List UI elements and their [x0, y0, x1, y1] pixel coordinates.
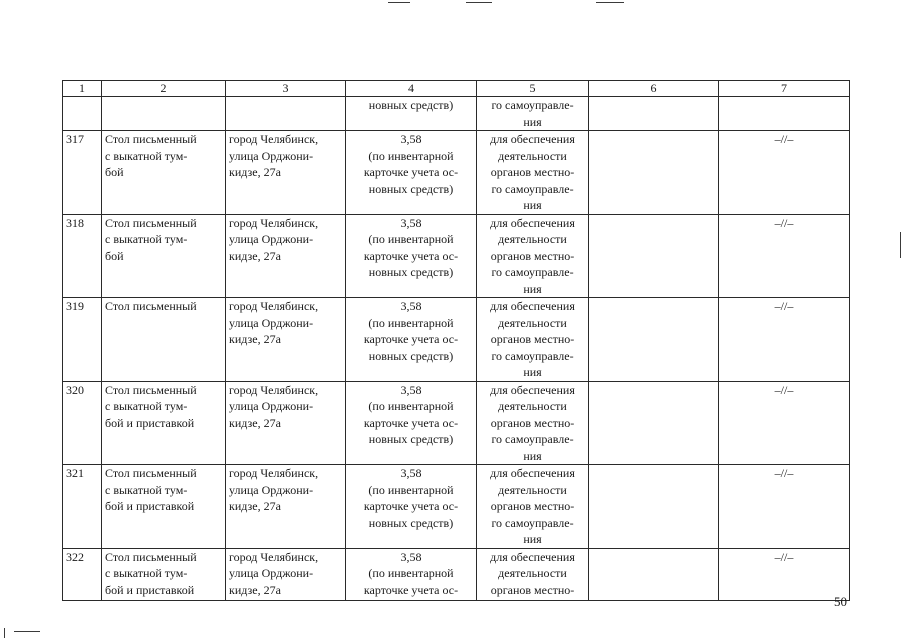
- cell-value: 3,58 (по инвентарной карточке учета ос- новных средств): [346, 465, 477, 549]
- property-registry-table: [62, 80, 850, 601]
- table-row: [63, 131, 850, 215]
- table-row: [63, 381, 850, 465]
- cell-purpose: для обеспечения деятельности органов местно- го самоуправле- ния: [477, 298, 589, 382]
- cell-col7: [719, 97, 850, 131]
- cell-address: город Челябинск, улица Орджони- кидзе, 27а: [226, 131, 346, 215]
- cell-value: 3,58 (по инвентарной карточке учета ос-: [346, 548, 477, 600]
- scan-artifact-bottom: [14, 631, 40, 632]
- cell-name: [102, 97, 226, 131]
- cell-purpose: для обеспечения деятельности органов местно- го самоуправле- ния: [477, 465, 589, 549]
- cell-col6: [589, 131, 719, 215]
- cell-purpose: для обеспечения деятельности органов местно-: [477, 548, 589, 600]
- cell-col7: –//–: [719, 465, 850, 549]
- cell-value: 3,58 (по инвентарной карточке учета ос- новных средств): [346, 131, 477, 215]
- cell-num: 317: [63, 131, 102, 215]
- cell-col6: [589, 298, 719, 382]
- cell-num: 319: [63, 298, 102, 382]
- cell-name: Стол письменный с выкатной тум- бой и приставкой: [102, 465, 226, 549]
- cell-col6: [589, 465, 719, 549]
- cell-address: город Челябинск, улица Орджони- кидзе, 27а: [226, 465, 346, 549]
- cell-address: [226, 97, 346, 131]
- column-header: 7: [719, 81, 850, 97]
- cell-num: 321: [63, 465, 102, 549]
- page-number: 50: [834, 594, 847, 609]
- cell-num: [63, 97, 102, 131]
- cell-col6: [589, 97, 719, 131]
- cell-address: город Челябинск, улица Орджони- кидзе, 27а: [226, 214, 346, 298]
- column-header: 6: [589, 81, 719, 97]
- cell-name: Стол письменный с выкатной тум- бой: [102, 214, 226, 298]
- cell-purpose: го самоуправле- ния: [477, 97, 589, 131]
- cell-value: 3,58 (по инвентарной карточке учета ос- новных средств): [346, 298, 477, 382]
- scan-artifact-bottom: [4, 628, 5, 638]
- cell-num: 322: [63, 548, 102, 600]
- cell-address: город Челябинск, улица Орджони- кидзе, 27а: [226, 548, 346, 600]
- cell-value: 3,58 (по инвентарной карточке учета ос- новных средств): [346, 214, 477, 298]
- scan-artifact-right: [900, 232, 901, 258]
- cell-purpose: для обеспечения деятельности органов местно- го самоуправле- ния: [477, 381, 589, 465]
- cell-col7: –//–: [719, 381, 850, 465]
- cell-col7: –//–: [719, 131, 850, 215]
- cell-col7: –//–: [719, 214, 850, 298]
- cell-num: 318: [63, 214, 102, 298]
- cell-value: новных средств): [346, 97, 477, 131]
- cell-purpose: для обеспечения деятельности органов местно- го самоуправле- ния: [477, 214, 589, 298]
- cell-name: Стол письменный с выкатной тум- бой и приставкой: [102, 381, 226, 465]
- scan-artifact-top: [466, 2, 492, 3]
- cell-num: 320: [63, 381, 102, 465]
- column-header: 2: [102, 81, 226, 97]
- table-row: [63, 548, 850, 600]
- table-row: [63, 465, 850, 549]
- continuation-row: [63, 97, 850, 131]
- table-row: [63, 214, 850, 298]
- cell-address: город Челябинск, улица Орджони- кидзе, 27а: [226, 381, 346, 465]
- cell-name: Стол письменный с выкатной тум- бой и приставкой: [102, 548, 226, 600]
- header-row: [63, 81, 850, 97]
- column-header: 1: [63, 81, 102, 97]
- cell-col6: [589, 381, 719, 465]
- column-header: 3: [226, 81, 346, 97]
- cell-value: 3,58 (по инвентарной карточке учета ос- новных средств): [346, 381, 477, 465]
- scan-artifact-top: [388, 2, 410, 3]
- cell-col7: –//–: [719, 298, 850, 382]
- cell-name: Стол письменный с выкатной тум- бой: [102, 131, 226, 215]
- scan-artifact-top: [596, 2, 624, 3]
- cell-purpose: для обеспечения деятельности органов местно- го самоуправле- ния: [477, 131, 589, 215]
- cell-name: Стол письменный: [102, 298, 226, 382]
- column-header: 4: [346, 81, 477, 97]
- column-header: 5: [477, 81, 589, 97]
- cell-col6: [589, 548, 719, 600]
- cell-col6: [589, 214, 719, 298]
- table-row: [63, 298, 850, 382]
- cell-address: город Челябинск, улица Орджони- кидзе, 27а: [226, 298, 346, 382]
- cell-col7: –//–: [719, 548, 850, 600]
